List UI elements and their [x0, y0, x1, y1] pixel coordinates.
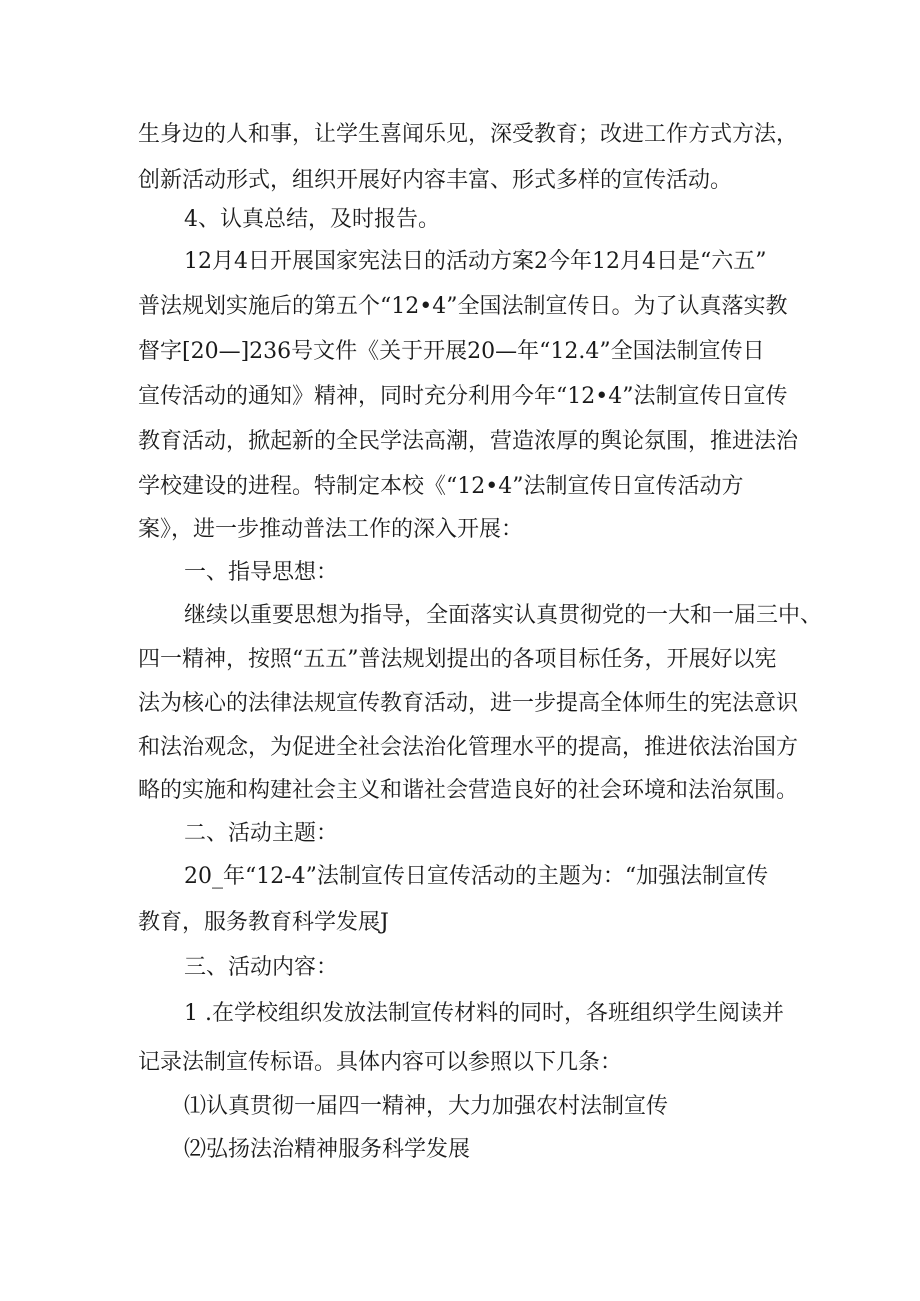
- text-line: 创新活动形式，组织开展好内容丰富、形式多样的宣传活动。: [138, 168, 733, 193]
- list-item: ⑵弘扬法治精神服务科学发展: [184, 1137, 471, 1162]
- text-line: 教育活动，掀起新的全民学法高潮，营造浓厚的舆论氛围，推进法治: [138, 429, 799, 454]
- section-heading: 三、活动内容：: [184, 955, 339, 980]
- text-line: 宣传活动的通知》精神，同时充分利用今年“12•4”法制宣传日宣传: [138, 384, 788, 409]
- text-line: 和法治观念，为促进全社会法治化管理水平的提高，推进依法治国方: [138, 735, 799, 760]
- section-heading: 二、活动主题：: [184, 821, 339, 846]
- text-line: 普法规划实施后的第五个“12•4”全国法制宣传日。为了认真落实教: [138, 294, 788, 319]
- text-line: 略的实施和构建社会主义和谐社会营造良好的社会环境和法治氛围。: [138, 778, 799, 803]
- text-line: 四一精神，按照“五五”普法规划提出的各项目标任务，开展好以宪: [138, 647, 777, 672]
- text-line: 生身边的人和事，让学生喜闻乐见，深受教育；改进工作方式方法，: [138, 122, 799, 147]
- text-line: 1 .在学校组织发放法制宣传材料的同时，各班组织学生阅读并: [184, 1001, 784, 1026]
- text-line: 督字[20—]236号文件《关于开展20—年“12.4”全国法制宣传日: [138, 339, 765, 364]
- text-line: 法为核心的法律法规宣传教育活动，进一步提高全体师生的宪法意识: [138, 691, 799, 716]
- text-line: 教育，服务教育科学发展J: [138, 910, 389, 935]
- text-line: 继续以重要思想为指导，全面落实认真贯彻党的一大和一届三中、: [184, 603, 823, 628]
- text-line: 12月4日开展国家宪法日的活动方案2今年12月4日是“六五”: [184, 249, 767, 274]
- text-line: 记录法制宣传标语。具体内容可以参照以下几条：: [138, 1050, 623, 1075]
- section-heading: 4、认真总结，及时报告。: [184, 207, 440, 232]
- text-line: 20_年“12-4”法制宣传日宣传活动的主题为：“加强法制宣传: [184, 864, 769, 889]
- text-line: 学校建设的进程。特制定本校《“12•4”法制宣传日宣传活动方: [138, 474, 744, 499]
- text-line: 案》，进一步推动普法工作的深入开展：: [138, 517, 524, 542]
- section-heading: 一、指导思想：: [184, 560, 339, 585]
- list-item: ⑴认真贯彻一届四一精神，大力加强农村法制宣传: [184, 1094, 669, 1119]
